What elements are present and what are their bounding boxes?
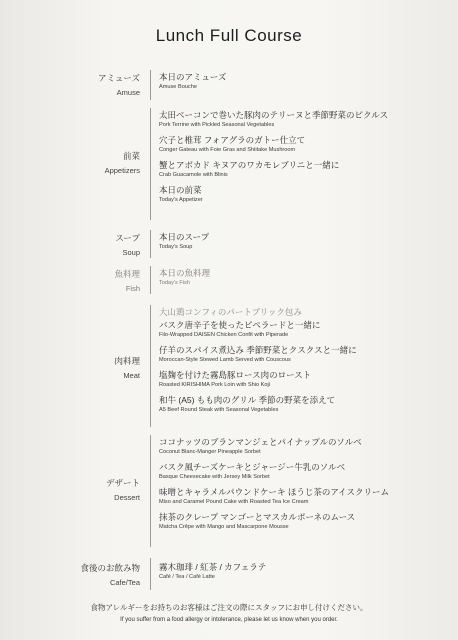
menu-item-en: Miso and Caramel Pound Cake with Roasted Tea Ice Cream xyxy=(159,499,309,505)
section-label-cafe xyxy=(62,562,140,587)
menu-item-en: Moroccan-Style Stewed Lamb Served with Couscous xyxy=(159,357,291,363)
menu-item-en: Matcha Crêpe with Mango and Mascarpone Mousse xyxy=(159,524,289,530)
menu-item-jp: 本日の魚料理 xyxy=(159,268,211,278)
menu-item-en: Roasted KIRISHIMA Pork Loin with Shio Koji xyxy=(159,382,270,388)
menu-item-jp: 大山鶏コンフィのパートブリック包み xyxy=(159,307,302,317)
menu-item xyxy=(159,395,439,415)
divider-line xyxy=(150,230,151,258)
menu-item-jp: 抹茶のクレープ マンゴーとマスカルポーネのムース xyxy=(159,512,356,522)
section-label-jp: アミューズ xyxy=(98,73,140,83)
section-label-en: Cafe/Tea xyxy=(109,578,140,587)
section-label-fish xyxy=(62,268,140,293)
menu-item-en: Crab Guacamole with Blinis xyxy=(159,172,228,178)
divider-line xyxy=(150,266,151,294)
divider-line xyxy=(150,108,151,220)
section-label-en: Dessert xyxy=(114,493,140,502)
menu-item-en: Conger Gateau with Foie Gras and Shiitake Mushroom xyxy=(159,147,296,153)
menu-item-jp: 仔羊のスパイス煮込み 季節野菜とクスクスと一緒に xyxy=(159,345,357,355)
menu-item xyxy=(159,487,439,507)
menu-item-en: Amuse Bouche xyxy=(159,84,197,90)
divider-line xyxy=(150,305,151,427)
menu-item xyxy=(159,232,439,252)
menu-item-jp: 和牛 (A5) もも肉のグリル 季節の野菜を添えて xyxy=(159,395,336,405)
menu-item xyxy=(159,320,439,340)
section-label-jp: 肉料理 xyxy=(114,356,140,366)
section-label-meat xyxy=(62,355,140,380)
menu-item xyxy=(159,437,439,457)
menu-item-jp: バスク唐辛子を使ったピペラードと一緒に xyxy=(159,320,321,330)
section-label-jp: 食後のお飲み物 xyxy=(80,563,140,573)
menu-item xyxy=(159,512,439,532)
menu-item-en: Coconut Blanc-Manger Pineapple Sorbet xyxy=(159,449,261,455)
menu-item-jp: 本日のアミューズ xyxy=(159,72,227,82)
menu-title: Lunch Full Course xyxy=(155,26,303,45)
menu-item-jp: バスク風チーズケーキとジャージー牛乳のソルベ xyxy=(159,462,346,472)
section-label-jp: スープ xyxy=(115,233,140,243)
menu-item xyxy=(159,185,439,205)
menu-item-jp: 穴子と椎茸 フォアグラのガトー仕立て xyxy=(159,135,306,145)
menu-item-en: Basque Cheesecake with Jersey Milk Sorbet xyxy=(159,474,270,480)
menu-item-en: Pork Terrine with Pickled Seasonal Vegetables xyxy=(159,122,275,128)
divider-line xyxy=(150,70,151,100)
menu-item-en: Today's Fish xyxy=(159,280,190,286)
menu-item-jp: 塩麹を付けた霧島豚ロース肉のロースト xyxy=(159,370,312,380)
menu-item xyxy=(159,72,439,92)
section-label-soup xyxy=(62,232,140,257)
menu-item xyxy=(159,562,439,582)
divider-line xyxy=(150,435,151,547)
section-label-jp: 前菜 xyxy=(122,151,140,161)
menu-item xyxy=(159,307,439,318)
menu-item xyxy=(159,370,439,390)
menu-item-jp: 霧木珈琲 / 紅茶 / カフェラテ xyxy=(159,562,267,572)
menu-item xyxy=(159,268,439,288)
section-label-amuse xyxy=(62,72,140,97)
menu-item-en: Café / Tea / Café Latte xyxy=(159,574,215,580)
section-label-en: Meat xyxy=(123,371,140,380)
menu-item-jp: 味噌とキャラメルパウンドケーキ ほうじ茶のアイスクリーム xyxy=(159,487,389,497)
section-label-dessert xyxy=(62,477,140,502)
section-label-jp: デザート xyxy=(105,478,140,488)
menu-item-jp: 蟹とアボカド キヌアのワカモレブリニと一緒に xyxy=(159,160,340,170)
section-label-jp: 魚料理 xyxy=(114,269,140,279)
menu-item xyxy=(159,135,439,155)
allergy-notice-en: If you suffer from a food allergy or intolerance, please let us know when you order. xyxy=(120,617,338,623)
menu-item-en: Filo-Wrapped DAISEN Chicken Confit with Piperade xyxy=(159,332,289,338)
allergy-notice-jp: 食物アレルギーをお持ちのお客様はご注文の際にスタッフにお申し付けください。 xyxy=(90,603,368,612)
menu-item-en: A5 Beef Round Steak with Seasonal Vegetables xyxy=(159,407,279,413)
section-label-en: Amuse xyxy=(116,88,140,97)
menu-item xyxy=(159,462,439,482)
menu-item-en: Today's Soup xyxy=(159,244,193,250)
menu-item-en: Today's Appetizer xyxy=(159,197,203,203)
divider-line xyxy=(150,558,151,590)
menu-item-jp: 太田ベーコンで巻いた豚肉のテリーヌと季節野菜のピクルス xyxy=(159,110,388,120)
menu-item xyxy=(159,345,439,365)
menu-item-jp: ココナッツのブランマンジェとパイナップルのソルベ xyxy=(159,437,362,447)
menu-item xyxy=(159,110,439,130)
menu-item-jp: 本日の前菜 xyxy=(159,185,202,195)
allergy-notice xyxy=(0,602,458,623)
menu-item-jp: 本日のスープ xyxy=(159,232,210,242)
section-label-en: Fish xyxy=(125,284,140,293)
section-label-appetizers xyxy=(62,150,140,175)
section-label-en: Soup xyxy=(122,248,140,257)
menu-item xyxy=(159,160,439,180)
section-label-en: Appetizers xyxy=(104,166,140,175)
